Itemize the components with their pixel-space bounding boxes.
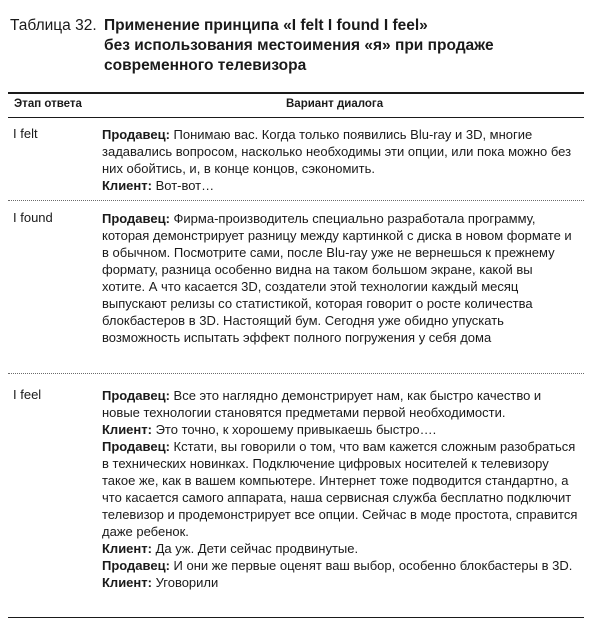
table-title-line: современного телевизора <box>104 57 307 74</box>
table-number: Таблица 32. <box>10 17 97 34</box>
dialog-line <box>102 438 578 540</box>
row-dialog-i-feel <box>102 387 578 591</box>
row-dialog-i-found <box>102 210 578 346</box>
table-title <box>104 16 574 76</box>
speaker-label: Продавец: <box>102 388 170 403</box>
dialog-line <box>102 387 578 421</box>
dialog-line <box>102 540 578 557</box>
table-bottom-rule <box>8 617 584 618</box>
column-header-dialog: Вариант диалога <box>286 98 384 110</box>
table-top-rule <box>8 92 584 94</box>
speaker-label: Клиент: <box>102 541 152 556</box>
speaker-label: Продавец: <box>102 211 170 226</box>
row-stage-i-felt: I felt <box>13 126 38 141</box>
dialog-line <box>102 177 578 194</box>
speaker-label: Продавец: <box>102 127 170 142</box>
row-stage-i-feel: I feel <box>13 387 42 402</box>
dialog-text: Да уж. Дети сейчас продвинутые. <box>151 541 359 556</box>
table-title-line: без использования местоимения «я» при продаже <box>104 37 494 54</box>
dialog-line <box>102 557 578 574</box>
dialog-line <box>102 421 578 438</box>
dialog-line <box>102 126 578 177</box>
dialog-text: Вот-вот… <box>151 178 215 193</box>
dialog-text: Все это наглядно демонстрирует нам, как быстро качество и новые технологии становятся предметами первой необходимости. <box>102 388 542 420</box>
dialog-text: И они же первые оценят ваш выбор, особенно блокбастеры в 3D. <box>169 558 573 573</box>
table-title-line: Применение принципа «I felt I found I feel» <box>104 17 428 34</box>
speaker-label: Продавец: <box>102 558 170 573</box>
table-header-rule <box>8 117 584 118</box>
row-dialog-i-felt <box>102 126 578 194</box>
dialog-line <box>102 574 578 591</box>
row-separator <box>8 373 584 374</box>
speaker-label: Клиент: <box>102 178 152 193</box>
dialog-text: Это точно, к хорошему привыкаешь быстро…. <box>151 422 437 437</box>
dialog-text: Фирма-производитель специально разработала программу, которая демонстрирует разницу между картинкой с диска в новом формате и в обычном. Посмотрите сами, после Blu-ray уже не вернешься к прежнему формату, разница особенно видна на таком большом экране, какой вы хотите. А что касается 3D, создатели этой технологии каждый месяц выпускают релизы со статистикой, которая говорит о росте количества блокбастеров в 3D. Настоящий бум. Сегодня уже обидно упускать возможность испытать эффект полного погружения у себя дома <box>102 211 572 345</box>
row-stage-i-found: I found <box>13 210 53 225</box>
speaker-label: Продавец: <box>102 439 170 454</box>
dialog-text: Кстати, вы говорили о том, что вам кажется сложным разобраться в технических новинках. Подключение цифровых носителей к телевизору такое же, как в вашем компьютере. Интернет тоже подводится стандартно, а что касается самого аппарата, наша сервисная служба бесплатно подключит телевизор и продемонстрирует все опции. Сейчас в моде простота, справится даже ребенок. <box>102 439 578 539</box>
row-separator <box>8 200 584 201</box>
dialog-line <box>102 210 578 346</box>
column-header-stage: Этап ответа <box>14 98 82 110</box>
speaker-label: Клиент: <box>102 575 152 590</box>
dialog-text: Уговорили <box>151 575 219 590</box>
dialog-text: Понимаю вас. Когда только появились Blu-ray и 3D, многие задавались вопросом, насколько необходимы эти опции, или пока можно без них обойтись, и, в конце концов, сэкономить. <box>102 127 572 176</box>
speaker-label: Клиент: <box>102 422 152 437</box>
